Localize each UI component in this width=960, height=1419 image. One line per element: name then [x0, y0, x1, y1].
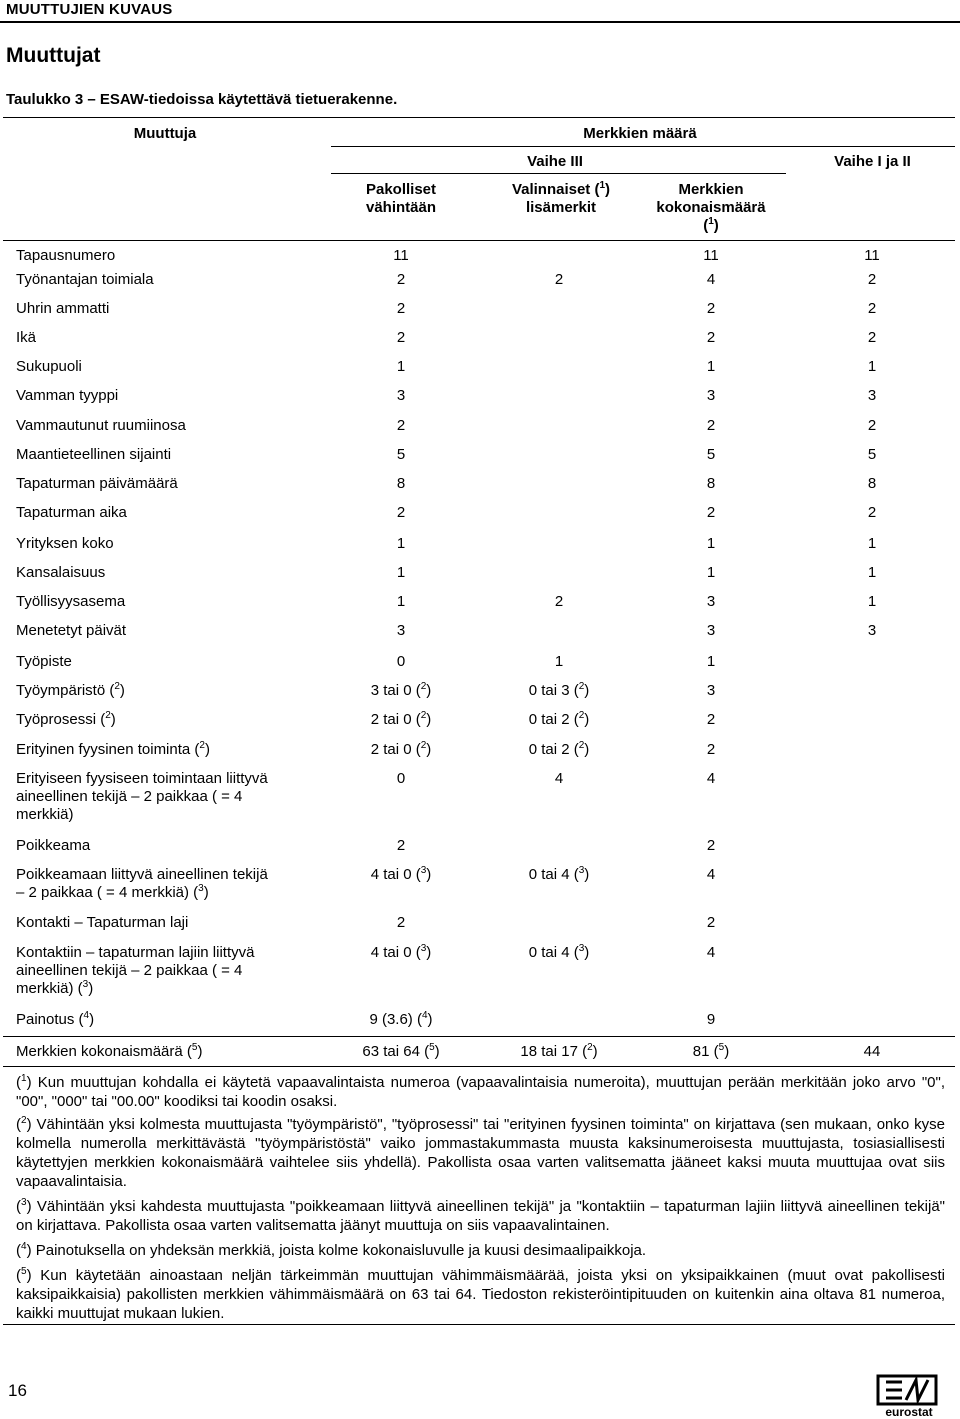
total-top-rule	[3, 1036, 955, 1037]
col-header-kokonaismaara: Merkkien kokonaismäärä ($^1$)	[656, 181, 766, 234]
col-header-muuttuja: Muuttuja	[133, 125, 197, 142]
footnote-2: ($^2$) Vähintään yksi kolmesta muuttujasta "työympäristö", "työprosessi" tai "erityinen fyysinen toiminta" on kirjattava (sen mukaan, onko kyse kolmella numerolla merkittävästä "työympäristöstä" vaiko jommastakummasta muusta kaksinumeroisesta muuttujasta, tosiasiallisesti käytettyjen merkkien kokonaismäärä vaihtelee siis yhdellä). Pakollista osaa varten valitsematta jääneet kaksi muuta muuttujaa ovat siis vapaavalintaisia.	[16, 1115, 945, 1190]
eurostat-logo-text: eurostat	[885, 1405, 933, 1419]
col-header-merkkien-maara: Merkkien määrä	[583, 125, 697, 142]
page-number: 16	[8, 1381, 27, 1400]
col-header-vaihe-iii: Vaihe III	[527, 153, 583, 170]
header-bottom-rule	[3, 240, 955, 241]
footnote-4: ($^4$) Painotuksella on yhdeksän merkkiä, joista kolme kokonaisluvulle ja kuusi desimaalipaikkoja.	[16, 1241, 647, 1259]
footnote-5: ($^5$) Kun käytetään ainoastaan neljän tärkeimmän muuttujan vähimmäismäärää, joista yksi on yksipaikkainen (muut ovat pakollisesti kaksipaikkaisia) pakollisten merkkien vähimmäismäärä on 63 tai 64. Tiedoston rekisteröintipituuden on kuitenkin aina oltava 81 numeroa, kaikki muuttujat mukaan lukien.	[16, 1266, 945, 1322]
table-top-rule	[3, 117, 955, 118]
header-rule-vaihe	[331, 173, 786, 174]
total-bottom-rule	[3, 1066, 955, 1067]
header-rule-merkkien	[331, 146, 955, 147]
col-header-vaihe-i-ja-ii: Vaihe I ja II	[834, 153, 911, 170]
col-header-pakolliset: Pakolliset vähintään	[365, 181, 437, 216]
footnote-1: ($^1$) Kun muuttujan kohdalla ei käytetä vapaavalintaista numeroa (vapaavalintaisia numeroita), muuttujan perään merkitään joko arvo "0", "00", "000" tai "00.00" koodiksi tai koodin osaksi.	[16, 1073, 945, 1110]
col-header-valinnaiset: Valinnaiset ($^1$) lisämerkit	[511, 180, 611, 216]
footnote-3: ($^3$) Vähintään yksi kahdesta muuttujasta "poikkeamaan liittyvä aineellinen tekijä" ja "kontaktiin – tapaturman lajiin liittyvä aineellinen tekijä" on kirjattava. Pakollista osaa varten valitsematta jäänyt muuttuja on siis vapaavalintainen.	[16, 1197, 945, 1234]
footnote-bottom-rule	[3, 1324, 955, 1325]
section-title: MUUTTUJIEN KUVAUS	[6, 1, 173, 18]
page-heading: Muuttujat	[6, 44, 101, 67]
table-caption: Taulukko 3 – ESAW-tiedoissa käytettävä tietuerakenne.	[6, 91, 398, 108]
header-rule	[0, 21, 960, 23]
